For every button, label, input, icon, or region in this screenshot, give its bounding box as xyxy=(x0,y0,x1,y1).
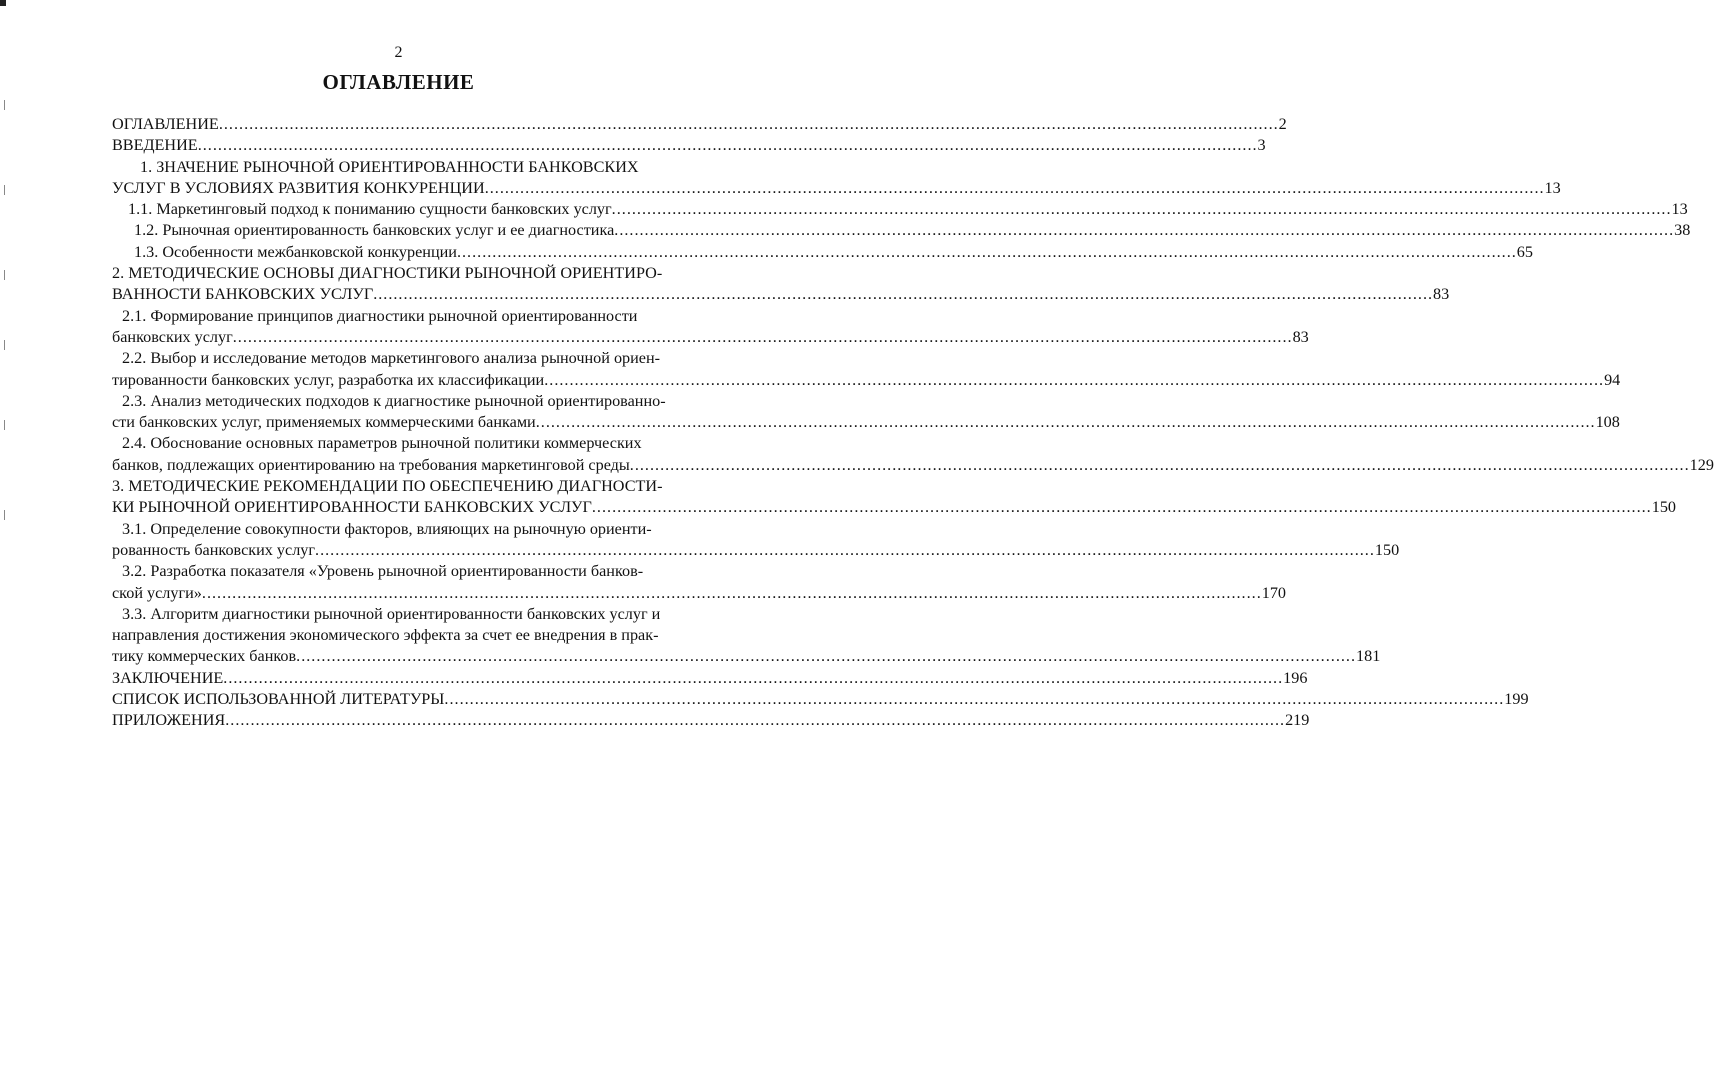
toc-page-number: 13 xyxy=(1671,200,1688,219)
scan-margin-mark xyxy=(4,420,9,430)
scan-margin-mark xyxy=(4,100,9,110)
toc-entry-text: 2. МЕТОДИЧЕСКИЕ ОСНОВЫ ДИАГНОСТИКИ РЫНОЧНОЙ ОРИЕНТИРО- xyxy=(112,264,663,283)
toc-entry-section-1-2[interactable] xyxy=(112,220,1691,241)
toc-entry-chapter-3[interactable] xyxy=(112,476,1676,519)
toc-page-number: 3 xyxy=(1257,136,1266,155)
toc-page-number: 83 xyxy=(1433,285,1450,304)
toc-entry-text: 1. ЗНАЧЕНИЕ РЫНОЧНОЙ ОРИЕНТИРОВАННОСТИ БАНКОВСКИХ xyxy=(140,157,639,176)
toc-leader-dots xyxy=(612,199,1672,220)
toc-entry-text: ЗАКЛЮЧЕНИЕ xyxy=(112,668,224,687)
toc-entry-text: ской услуги» xyxy=(112,583,202,602)
page-title: ОГЛАВЛЕНИЕ xyxy=(322,70,475,94)
toc-entry-text: 1.2. Рыночная ориентированность банковских услуг и ее диагностика xyxy=(134,221,615,240)
toc-page-number: 13 xyxy=(1544,178,1561,197)
toc-leader-dots xyxy=(198,135,1258,156)
toc-page-number: 199 xyxy=(1504,690,1529,709)
toc-leader-dots xyxy=(219,114,1279,135)
toc-entry-text: 1.1. Маркетинговый подход к пониманию сущности банковских услуг xyxy=(128,200,612,219)
toc-leader-dots xyxy=(233,327,1293,348)
toc-entry-contents[interactable] xyxy=(112,114,1287,135)
toc-page-number: 150 xyxy=(1651,498,1676,517)
toc-leader-dots xyxy=(544,370,1604,391)
toc-page-number: 83 xyxy=(1292,327,1309,346)
toc-entry-text: 3.3. Алгоритм диагностики рыночной ориентированности банковских услуг и xyxy=(122,604,661,623)
toc-page-number: 38 xyxy=(1674,221,1691,240)
toc-entry-text: СПИСОК ИСПОЛЬЗОВАННОЙ ЛИТЕРАТУРЫ xyxy=(112,690,445,709)
toc-leader-dots xyxy=(614,220,1674,241)
toc-entry-conclusion[interactable] xyxy=(112,668,1308,689)
toc-entry-section-2-3[interactable] xyxy=(112,391,1620,434)
toc-entry-section-3-3[interactable] xyxy=(112,604,1381,668)
table-of-contents xyxy=(112,114,1714,732)
toc-entry-section-3-2[interactable] xyxy=(112,561,1287,604)
scan-margin-mark xyxy=(4,510,9,520)
toc-entry-chapter-2[interactable] xyxy=(112,263,1450,306)
toc-leader-dots xyxy=(225,710,1285,731)
toc-entry-text: ПРИЛОЖЕНИЯ xyxy=(112,711,226,730)
toc-page-number: 65 xyxy=(1516,242,1533,261)
toc-entry-text: сти банковских услуг, применяемых коммерческими банками xyxy=(112,413,536,432)
toc-entry-text: 3.2. Разработка показателя «Уровень рыночной ориентированности банков- xyxy=(122,562,644,581)
toc-entry-text: ОГЛАВЛЕНИЕ xyxy=(112,115,219,133)
toc-leader-dots xyxy=(223,668,1283,689)
toc-entry-text: ВАННОСТИ БАНКОВСКИХ УСЛУГ xyxy=(112,285,374,304)
toc-page-number: 196 xyxy=(1283,668,1308,687)
toc-entry-text: 2.3. Анализ методических подходов к диагностике рыночной ориентированно- xyxy=(122,391,666,410)
toc-entry-text: тику коммерческих банков xyxy=(112,647,297,666)
toc-entry-section-2-4[interactable] xyxy=(112,433,1714,476)
toc-entry-text: УСЛУГ В УСЛОВИЯХ РАЗВИТИЯ КОНКУРЕНЦИИ xyxy=(112,178,485,197)
toc-leader-dots xyxy=(373,284,1433,305)
toc-entry-section-3-1[interactable] xyxy=(112,519,1400,562)
toc-leader-dots xyxy=(457,242,1517,263)
toc-page-number: 94 xyxy=(1604,370,1621,389)
toc-page-number: 219 xyxy=(1285,711,1310,730)
toc-entry-text: 1.3. Особенности межбанковской конкуренции xyxy=(134,242,457,261)
toc-entry-text: 2.2. Выбор и исследование методов маркетингового анализа рыночной ориен- xyxy=(122,349,661,368)
toc-entry-introduction[interactable] xyxy=(112,135,1266,156)
toc-entry-section-2-1[interactable] xyxy=(112,306,1309,349)
toc-entry-text: банковских услуг xyxy=(112,327,233,346)
toc-leader-dots xyxy=(296,646,1356,667)
scan-corner-mark xyxy=(0,0,6,6)
toc-entry-text: банков, подлежащих ориентированию на требования маркетинговой среды xyxy=(112,455,630,474)
toc-page-number: 170 xyxy=(1261,583,1287,602)
toc-entry-text: ВВЕДЕНИЕ xyxy=(112,136,198,155)
toc-entry-bibliography[interactable] xyxy=(112,689,1529,710)
scan-margin-mark xyxy=(4,270,9,280)
toc-leader-dots xyxy=(444,689,1504,710)
toc-entry-text: рованность банковских услуг xyxy=(112,540,316,559)
scan-margin-mark xyxy=(4,185,9,195)
page-number: 2 xyxy=(394,44,403,61)
toc-leader-dots xyxy=(202,583,1262,604)
toc-leader-dots xyxy=(592,497,1652,518)
toc-entry-text: 2.1. Формирование принципов диагностики рыночной ориентированности xyxy=(122,306,638,325)
toc-page-number: 181 xyxy=(1356,647,1381,666)
toc-leader-dots xyxy=(485,178,1545,199)
toc-entry-text: 3. МЕТОДИЧЕСКИЕ РЕКОМЕНДАЦИИ ПО ОБЕСПЕЧЕНИЮ ДИАГНОСТИ- xyxy=(112,477,663,496)
toc-page-number: 150 xyxy=(1374,540,1400,559)
toc-page-number: 129 xyxy=(1689,455,1714,474)
toc-entry-section-2-2[interactable] xyxy=(112,348,1621,391)
toc-entry-text: тированности банковских услуг, разработка их классификации xyxy=(112,370,545,389)
toc-entry-section-1-3[interactable] xyxy=(112,242,1533,263)
toc-entry-appendices[interactable] xyxy=(112,710,1310,731)
toc-leader-dots xyxy=(630,455,1690,476)
toc-leader-dots xyxy=(315,540,1375,561)
toc-entry-text: направления достижения экономического эффекта за счет ее внедрения в прак- xyxy=(112,626,659,645)
scan-margin-mark xyxy=(4,340,9,350)
toc-entry-text: 3.1. Определение совокупности факторов, влияющих на рыночную ориенти- xyxy=(122,519,652,538)
toc-entry-text: КИ РЫНОЧНОЙ ОРИЕНТИРОВАННОСТИ БАНКОВСКИХ УСЛУГ xyxy=(112,498,592,517)
toc-page-number: 108 xyxy=(1595,413,1620,432)
toc-entry-section-1-1[interactable] xyxy=(112,199,1688,220)
toc-leader-dots xyxy=(536,412,1596,433)
toc-entry-text: 2.4. Обоснование основных параметров рыночной политики коммерческих xyxy=(122,434,642,453)
toc-entry-chapter-1[interactable] xyxy=(112,157,1561,200)
toc-page-number: 2 xyxy=(1278,115,1287,133)
